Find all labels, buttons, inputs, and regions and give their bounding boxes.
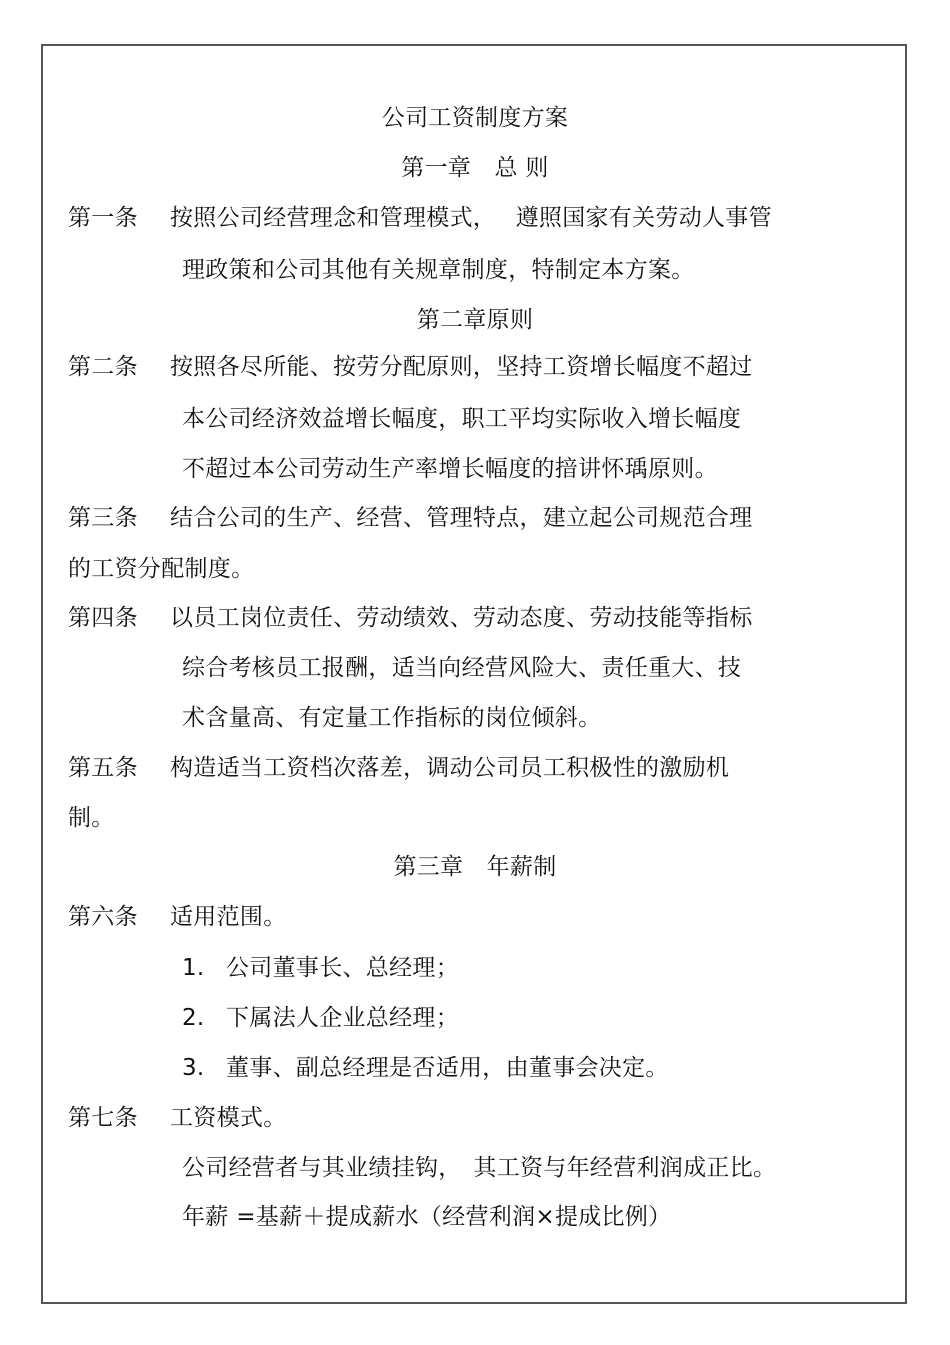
- article-5-label: 第五条: [68, 755, 138, 781]
- article-6-text: 适用范围。: [170, 904, 287, 930]
- article-3-label: 第三条: [68, 505, 138, 531]
- article-4-line-2: 综合考核员工报酬，适当向经营风险大、责任重大、技: [182, 655, 742, 681]
- article-5-line-1: [68, 753, 729, 783]
- chapter-2-heading: 第二章原则: [416, 307, 534, 333]
- article-2-line-3: 不超过本公司劳动生产率增长幅度的揞讲怀瑀原则。: [182, 456, 718, 482]
- article-7-line-1: [68, 1103, 287, 1133]
- article-1-label: 第一条: [68, 205, 138, 231]
- list-item-text: 董事、副总经理是否适用，由董事会决定。: [226, 1055, 669, 1081]
- article-3-line-1: [68, 503, 753, 533]
- article-4-label: 第四条: [68, 605, 138, 631]
- salary-formula: 年薪 =基薪＋提成薪水（经营利润×提成比例）: [182, 1204, 672, 1230]
- article-1-text-1: 按照公司经营理念和管理模式， 遵照国家有关劳动人事管: [170, 205, 772, 231]
- article-6-label: 第六条: [68, 904, 138, 930]
- chapter-3-heading: 第三章 年薪制: [393, 854, 557, 880]
- list-item-number: 1.: [182, 955, 205, 981]
- document-title: 公司工资制度方案: [381, 105, 569, 131]
- article-1-line-2: 理政策和公司其他有关规章制度，特制定本方案。: [182, 257, 695, 283]
- chapter-1-heading: 第一章 总 则: [401, 155, 549, 181]
- list-item-text: 公司董事长、总经理；: [226, 955, 459, 981]
- list-item: [182, 1053, 669, 1083]
- list-item-number: 3.: [182, 1055, 205, 1081]
- article-2-line-2: 本公司经济效益增长幅度，职工平均实际收入增长幅度: [182, 406, 742, 432]
- article-4-line-3: 术含量高、有定量工作指标的岗位倾斜。: [182, 705, 602, 731]
- article-2-text-1: 按照各尽所能、按劳分配原则，坚持工资增长幅度不超过: [170, 354, 753, 380]
- article-4-text-1: 以员工岗位责任、劳动绩效、劳动态度、劳动技能等指标: [170, 605, 753, 631]
- article-6-line-1: [68, 902, 287, 932]
- article-3-line-2: 的工资分配制度。: [68, 556, 255, 582]
- article-4-line-1: [68, 603, 753, 633]
- article-3-text-1: 结合公司的生产、经营、管理特点，建立起公司规范合理: [170, 505, 753, 531]
- article-2-label: 第二条: [68, 354, 138, 380]
- list-item-number: 2.: [182, 1005, 205, 1031]
- list-item: [182, 1003, 459, 1033]
- article-7-text: 工资模式。: [170, 1105, 287, 1131]
- article-2-line-1: [68, 352, 753, 382]
- list-item-text: 下属法人企业总经理；: [226, 1005, 459, 1031]
- article-7-label: 第七条: [68, 1105, 138, 1131]
- article-5-line-2: 制。: [68, 805, 115, 831]
- article-1-line-1: [68, 203, 772, 233]
- article-7-line-2: 公司经营者与其业绩挂钩， 其工资与年经营利润成正比。: [182, 1155, 777, 1181]
- list-item: [182, 953, 459, 983]
- article-5-text-1: 构造适当工资档次落差，调动公司员工积极性的激励机: [170, 755, 730, 781]
